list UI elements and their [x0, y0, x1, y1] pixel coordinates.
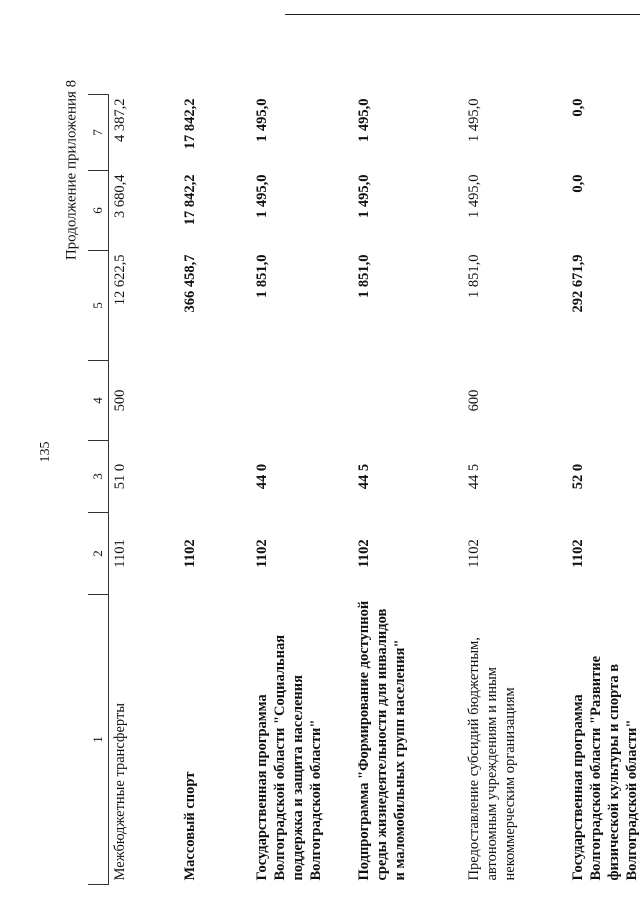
program-code: 52 0 [570, 463, 586, 490]
appendix-continuation-label: Продолжение приложения 8 [63, 79, 80, 261]
amount-col7: 1 495,0 [356, 98, 372, 142]
amount-col6: 17 842,2 [182, 174, 198, 226]
column-number: 3 [88, 441, 109, 513]
column-number: 2 [88, 513, 109, 595]
table-row [353, 95, 463, 885]
expense-type-code [179, 361, 251, 441]
section-code: 1102 [466, 539, 482, 568]
expense-type-code [567, 361, 640, 441]
table-row [567, 95, 640, 885]
program-code: 44 5 [466, 463, 482, 490]
row-name: Подпрограмма "Формирование доступной среды жизнедеятельности для инвалидов и маломобильных групп населения" [356, 600, 408, 881]
section-code: 1102 [356, 539, 372, 568]
amount-col6: 0,0 [570, 174, 586, 193]
expense-type-code [353, 361, 463, 441]
amount-col5: 366 458,7 [182, 254, 198, 313]
amount-col5: 1 851,0 [356, 254, 372, 298]
expense-type-code [251, 361, 353, 441]
column-number: 5 [88, 251, 109, 361]
program-code: 51 0 [112, 463, 128, 490]
row-name: Межбюджетные трансферты [112, 702, 128, 881]
program-code [179, 441, 251, 513]
amount-col6: 1 495,0 [356, 174, 372, 218]
table-row [109, 95, 180, 885]
column-number: 4 [88, 361, 109, 441]
section-code: 1102 [182, 539, 198, 568]
table-row [251, 95, 353, 885]
amount-col5: 292 671,9 [570, 254, 586, 313]
amount-col7: 0,0 [570, 98, 586, 117]
expense-type-code: 500 [112, 389, 128, 412]
amount-col6: 3 680,4 [112, 174, 128, 218]
row-name: Предоставление субсидий бюджетным, автономным учреждениям и иным некоммерческим организациям [466, 637, 518, 881]
row-name: Государственная программа Волгоградской области "Развитие физической культуры и спорта в Волгоградской области" [570, 655, 640, 881]
amount-col7: 1 495,0 [254, 98, 270, 142]
column-number: 1 [88, 595, 109, 885]
table-row [463, 95, 567, 885]
amount-col7: 1 495,0 [466, 98, 482, 142]
row-name: Государственная программа Волгоградской области "Социальная поддержка и защита населения Волгоградской области" [254, 634, 324, 881]
row-name: Массовый спорт [182, 771, 198, 881]
column-number-header-row [88, 95, 109, 885]
top-rule [285, 14, 640, 15]
amount-col6: 1 495,0 [254, 174, 270, 218]
amount-col5: 1 851,0 [466, 254, 482, 298]
amount-col5: 12 622,5 [112, 254, 128, 306]
rotated-table-sheet [88, 95, 640, 885]
column-number: 7 [88, 95, 109, 171]
column-number: 6 [88, 171, 109, 251]
amount-col6: 1 495,0 [466, 174, 482, 218]
amount-col5: 1 851,0 [254, 254, 270, 298]
program-code: 44 0 [254, 463, 270, 490]
page-number: 135 [38, 441, 53, 463]
table-row [179, 95, 251, 885]
amount-col7: 17 842,2 [182, 98, 198, 150]
section-code: 1102 [570, 539, 586, 568]
expense-type-code: 600 [466, 389, 482, 412]
section-code: 1102 [254, 539, 270, 568]
program-code: 44 5 [356, 463, 372, 490]
amount-col7: 4 387,2 [112, 98, 128, 142]
budget-table [88, 94, 640, 885]
section-code: 1101 [112, 539, 128, 568]
